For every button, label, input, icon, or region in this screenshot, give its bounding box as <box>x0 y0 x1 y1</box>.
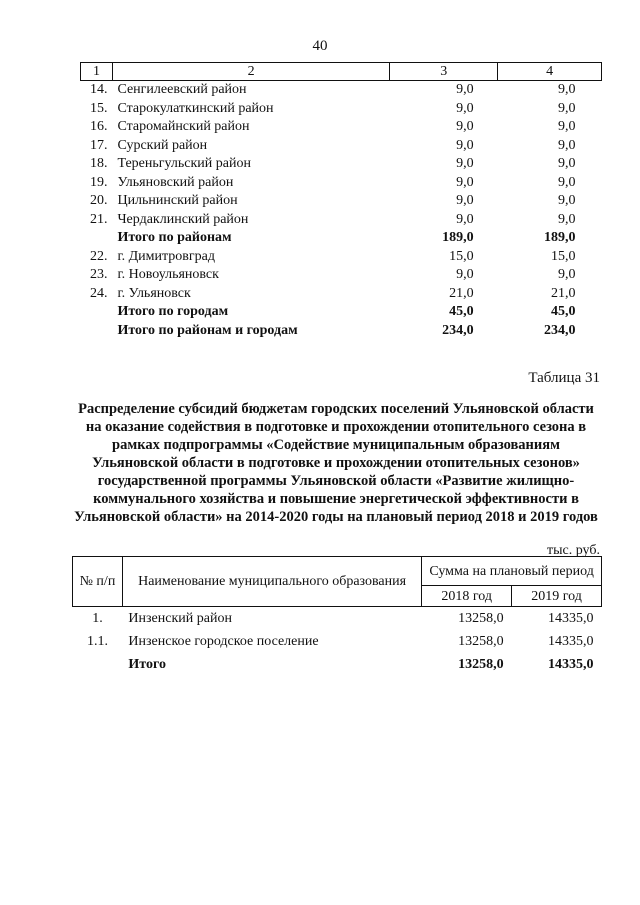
value-col4: 9,0 <box>558 156 576 171</box>
table-row <box>81 266 602 285</box>
row-number <box>81 322 113 341</box>
row-name: Итого по районам и городам <box>117 322 298 338</box>
value-col4: 9,0 <box>558 267 576 282</box>
value-2018: 13258,0 <box>458 634 504 649</box>
row-number: 18. <box>89 156 108 171</box>
value-col3: 9,0 <box>456 119 474 134</box>
row-number: 1.1. <box>86 634 108 649</box>
row-number: 17. <box>89 137 108 153</box>
table-row <box>73 653 602 676</box>
value-col4: 9,0 <box>558 211 576 227</box>
row-name: Сенгилеевский район <box>117 82 247 97</box>
header-sum: Сумма на плановый период <box>422 557 602 586</box>
table-row <box>81 248 602 267</box>
row-name: Инзенское городское поселение <box>128 634 319 649</box>
row-name: Итого по районам <box>117 230 232 245</box>
value-col4: 9,0 <box>558 82 576 97</box>
row-number <box>81 229 113 248</box>
column-header: 4 <box>498 63 602 81</box>
value-col3: 9,0 <box>456 211 474 227</box>
row-number <box>73 653 123 676</box>
row-name: Сурский район <box>117 137 208 153</box>
table-label: Таблица 31 <box>528 370 600 386</box>
row-number: 23. <box>89 267 108 282</box>
value-col4: 15,0 <box>551 248 576 264</box>
row-number: 16. <box>89 119 108 134</box>
row-number: 14. <box>89 82 108 97</box>
page-number: 40 <box>312 38 328 54</box>
value-col4: 21,0 <box>551 285 576 301</box>
header-year-2019: 2019 год <box>512 586 602 607</box>
table-header-row <box>73 557 602 586</box>
table-row <box>81 155 602 174</box>
value-col3: 189,0 <box>442 230 474 245</box>
row-name: Старомайнский район <box>117 119 250 134</box>
row-number: 15. <box>89 100 108 116</box>
row-name: Чердаклинский район <box>117 211 249 227</box>
value-col3: 234,0 <box>442 322 474 338</box>
row-name: г. Новоульяновск <box>117 267 219 282</box>
value-col4: 9,0 <box>558 119 576 134</box>
table-row <box>81 322 602 341</box>
value-2019: 14335,0 <box>548 657 594 672</box>
row-name: Тереньгульский район <box>117 156 251 171</box>
value-col3: 9,0 <box>456 82 474 97</box>
value-col4: 9,0 <box>558 174 576 190</box>
value-col4: 45,0 <box>551 304 576 319</box>
row-number <box>81 303 113 322</box>
district-allocation-table <box>80 62 602 340</box>
value-col3: 21,0 <box>449 285 474 301</box>
row-name: г. Ульяновск <box>117 285 191 301</box>
value-col3: 9,0 <box>456 137 474 153</box>
row-number: 1. <box>92 611 103 626</box>
value-col3: 45,0 <box>449 304 474 319</box>
value-2018: 13258,0 <box>458 611 504 626</box>
table-row <box>81 303 602 322</box>
value-col4: 9,0 <box>558 100 576 116</box>
column-header: 3 <box>390 63 498 81</box>
table-row <box>81 100 602 119</box>
header-year-2018: 2018 год <box>422 586 512 607</box>
value-col3: 9,0 <box>456 193 474 208</box>
table-row <box>73 630 602 653</box>
value-col4: 9,0 <box>558 137 576 153</box>
column-header: 1 <box>81 63 113 81</box>
table-row <box>81 229 602 248</box>
value-col3: 9,0 <box>456 174 474 190</box>
row-number: 22. <box>89 248 108 264</box>
table-row <box>81 137 602 156</box>
value-2018: 13258,0 <box>458 657 504 672</box>
value-2019: 14335,0 <box>548 634 594 649</box>
document-title: Распределение субсидий бюджетам городских поселений Ульяновской области на оказание содействия в подготовке и прохождении отопительного сезона в рамках подпрограммы «Содействие муниципальным образованиям Ульяновской области в подготовке и прохождении отопительных сезонов» государственной программы Ульяновской области «Развитие жилищно-коммунального хозяйства и повышение энергетической эффективности в Ульяновской области» на 2014-2020 годы на плановый период 2018 и 2019 годов <box>74 401 598 525</box>
subsidy-table <box>72 556 602 676</box>
value-col3: 9,0 <box>456 100 474 116</box>
table-row <box>81 174 602 193</box>
row-name: Инзенский район <box>128 611 232 626</box>
value-col4: 234,0 <box>544 322 576 338</box>
column-header: 2 <box>112 63 389 81</box>
row-number: 21. <box>89 211 108 227</box>
header-name: Наименование муниципального образования <box>122 557 421 607</box>
row-name: г. Димитровград <box>117 248 215 264</box>
row-number: 24. <box>89 285 108 301</box>
row-name: Итого по городам <box>117 304 229 319</box>
header-number: № п/п <box>73 557 123 607</box>
table-row <box>81 192 602 211</box>
value-col3: 15,0 <box>449 248 474 264</box>
row-name: Ульяновский район <box>117 174 234 190</box>
row-name: Итого <box>128 657 166 672</box>
value-col3: 9,0 <box>456 156 474 171</box>
row-name: Старокулаткинский район <box>117 100 274 116</box>
table-row <box>73 607 602 631</box>
row-name: Цильнинский район <box>117 193 238 208</box>
table-row <box>81 211 602 230</box>
value-col4: 9,0 <box>558 193 576 208</box>
table-row <box>81 118 602 137</box>
row-number: 19. <box>89 174 108 190</box>
row-number: 20. <box>89 193 108 208</box>
table-row <box>81 81 602 100</box>
value-col4: 189,0 <box>544 230 576 245</box>
table-row <box>81 285 602 304</box>
value-col3: 9,0 <box>456 267 474 282</box>
table-header-row <box>81 63 602 81</box>
value-2019: 14335,0 <box>548 611 594 626</box>
units-label: тыс. руб. <box>547 543 600 558</box>
